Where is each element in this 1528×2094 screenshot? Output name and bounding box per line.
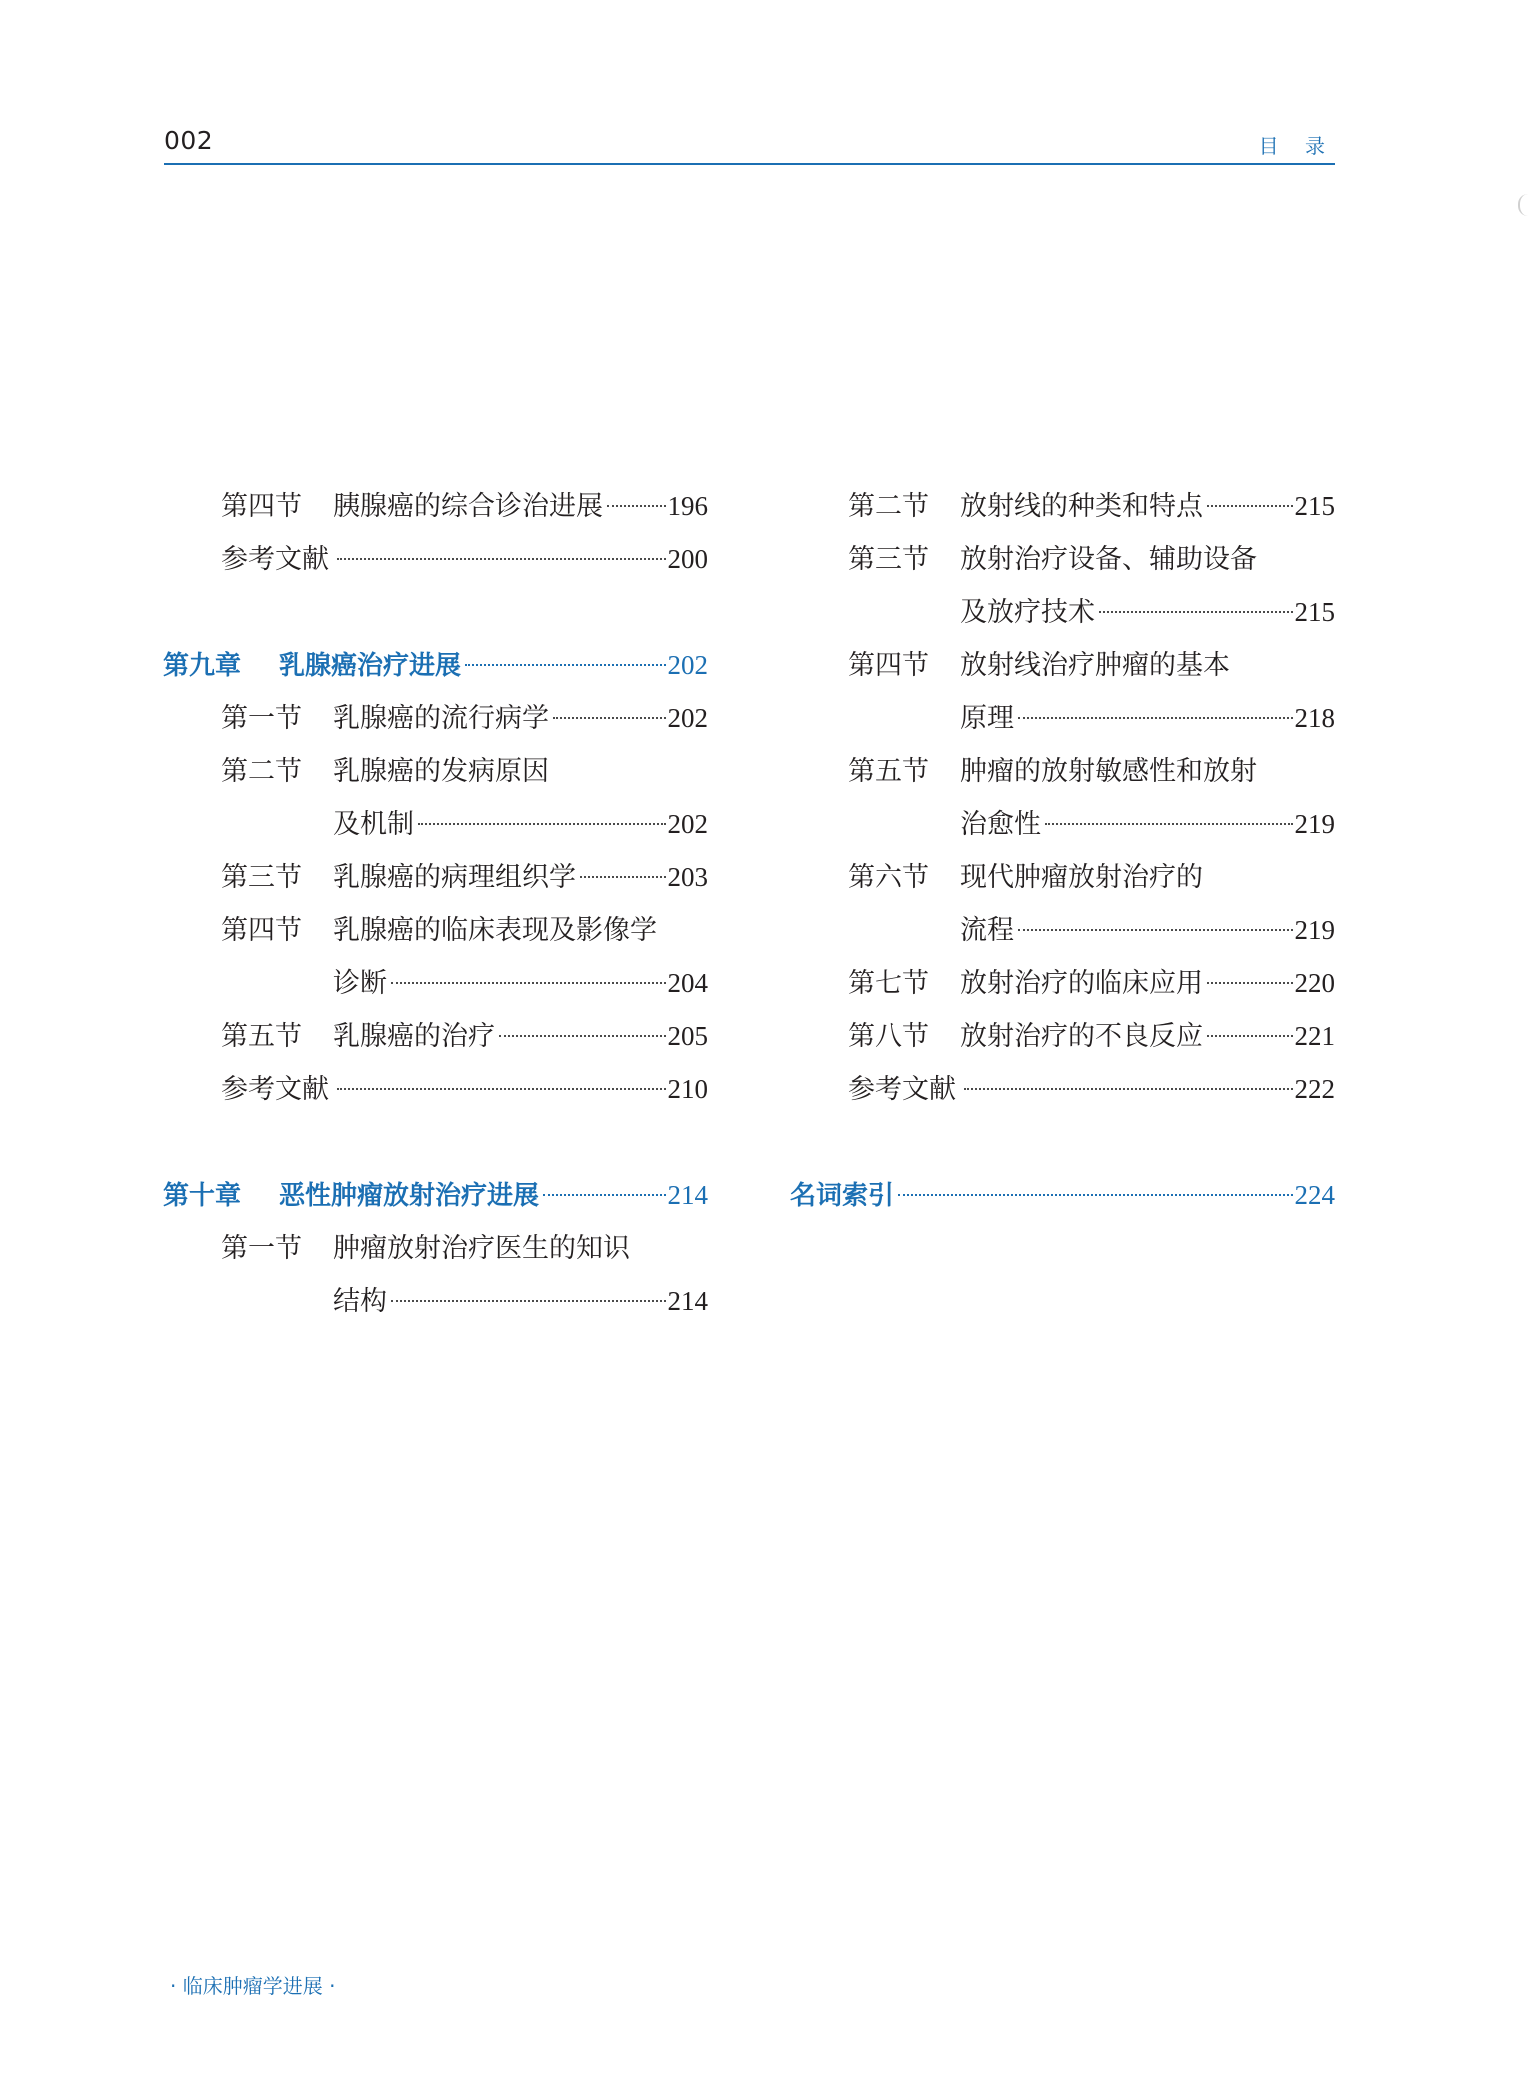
toc-page-number: 200 <box>667 544 708 574</box>
toc-entry[interactable] <box>790 480 1335 533</box>
toc-entry-title: 乳腺癌治疗进展 <box>279 651 462 681</box>
dot-leader <box>607 505 666 507</box>
toc-entry[interactable] <box>163 533 708 586</box>
toc-page-number: 215 <box>1294 597 1335 627</box>
toc-entry-title: 放射治疗的临床应用 <box>960 968 1203 999</box>
toc-entry-title: 肿瘤的放射敏感性和放射 <box>960 756 1257 787</box>
page-edge-mark <box>1518 194 1528 216</box>
toc-page-number: 205 <box>667 1021 708 1051</box>
dot-leader <box>337 1088 666 1090</box>
toc-entry-prefix: 参考文献 <box>221 544 329 575</box>
dot-leader <box>1045 823 1293 825</box>
toc-entry[interactable] <box>163 851 708 904</box>
toc-entry-prefix: 第三节 <box>848 544 929 575</box>
toc-entry[interactable] <box>163 745 708 798</box>
toc-page-number: 196 <box>667 491 708 521</box>
dot-leader <box>553 717 666 719</box>
toc-chapter-entry[interactable] <box>163 639 708 692</box>
toc-entry-title: 乳腺癌的发病原因 <box>333 756 549 787</box>
toc-entry[interactable] <box>163 1222 708 1275</box>
toc-entry[interactable] <box>790 1010 1335 1063</box>
toc-entry-title: 放射治疗的不良反应 <box>960 1021 1203 1052</box>
toc-entry[interactable] <box>163 480 708 533</box>
toc-entry-prefix: 参考文献 <box>221 1074 329 1105</box>
toc-entry-title: 原理 <box>960 703 1014 734</box>
running-header-title: 目 录 <box>1258 134 1335 158</box>
toc-left-column <box>163 480 708 1328</box>
toc-entry[interactable] <box>790 745 1335 798</box>
toc-entry-title: 乳腺癌的临床表现及影像学 <box>333 915 657 946</box>
toc-page-number: 215 <box>1294 491 1335 521</box>
dot-leader <box>1207 982 1293 984</box>
toc-entry-prefix: 第四节 <box>848 650 929 681</box>
page-number: 002 <box>164 126 214 155</box>
toc-page-number: 221 <box>1294 1021 1335 1051</box>
dot-leader <box>898 1194 1292 1196</box>
toc-entry-title: 乳腺癌的病理组织学 <box>333 862 576 893</box>
toc-entry-prefix: 第二节 <box>221 756 302 787</box>
toc-entry-prefix: 第五节 <box>848 756 929 787</box>
toc-entry[interactable] <box>163 1010 708 1063</box>
toc-page-number: 214 <box>667 1286 708 1316</box>
toc-entry[interactable] <box>163 1063 708 1116</box>
toc-entry-prefix: 第七节 <box>848 968 929 999</box>
toc-entry-prefix: 第六节 <box>848 862 929 893</box>
toc-entry-title: 现代肿瘤放射治疗的 <box>960 862 1203 893</box>
dot-leader <box>465 664 665 666</box>
toc-entry-title: 放射线治疗肿瘤的基本 <box>960 650 1230 681</box>
toc-page-number: 220 <box>1294 968 1335 998</box>
toc-entry[interactable] <box>163 904 708 957</box>
toc-entry-title: 结构 <box>333 1286 387 1317</box>
toc-entry[interactable] <box>790 851 1335 904</box>
toc-entry-title: 及机制 <box>333 809 414 840</box>
toc-entry[interactable] <box>790 533 1335 586</box>
toc-entry-prefix: 第二节 <box>848 491 929 522</box>
toc-entry-title: 流程 <box>960 915 1014 946</box>
dot-leader <box>1207 1035 1293 1037</box>
toc-entry[interactable] <box>790 586 1335 639</box>
footer-book-title: · 临床肿瘤学进展 · <box>170 1974 336 1998</box>
toc-page-number: 219 <box>1294 809 1335 839</box>
toc-entry-prefix: 参考文献 <box>848 1074 956 1105</box>
toc-entry-prefix: 第四节 <box>221 915 302 946</box>
toc-entry[interactable] <box>163 692 708 745</box>
dot-leader <box>418 823 666 825</box>
toc-entry[interactable] <box>790 1063 1335 1116</box>
toc-entry[interactable] <box>790 639 1335 692</box>
dot-leader <box>1207 505 1293 507</box>
toc-entry-prefix: 名词索引 <box>790 1181 895 1211</box>
toc-entry-prefix: 第一节 <box>221 1233 302 1264</box>
toc-entry-title: 乳腺癌的治疗 <box>333 1021 495 1052</box>
dot-leader <box>580 876 666 878</box>
toc-entry-prefix: 第五节 <box>221 1021 302 1052</box>
toc-entry[interactable] <box>790 904 1335 957</box>
toc-entry[interactable] <box>163 957 708 1010</box>
toc-entry[interactable] <box>163 798 708 851</box>
dot-leader <box>337 558 666 560</box>
toc-entry-title: 肿瘤放射治疗医生的知识 <box>333 1233 630 1264</box>
toc-entry-prefix: 第三节 <box>221 862 302 893</box>
toc-entry-prefix: 第一节 <box>221 703 302 734</box>
toc-entry-title: 胰腺癌的综合诊治进展 <box>333 491 603 522</box>
toc-entry-title: 诊断 <box>333 968 387 999</box>
header-rule <box>164 163 1335 165</box>
toc-page-number: 219 <box>1294 915 1335 945</box>
toc-page-number: 214 <box>667 1180 708 1210</box>
toc-entry-title: 放射线的种类和特点 <box>960 491 1203 522</box>
toc-page-number: 203 <box>667 862 708 892</box>
toc-entry-prefix: 第四节 <box>221 491 302 522</box>
dot-leader <box>1099 611 1293 613</box>
dot-leader <box>391 1300 666 1302</box>
toc-page-number: 218 <box>1294 703 1335 733</box>
dot-leader <box>964 1088 1293 1090</box>
dot-leader <box>543 1194 665 1196</box>
toc-entry[interactable] <box>163 1275 708 1328</box>
toc-page-number: 224 <box>1294 1180 1335 1210</box>
toc-entry-prefix: 第八节 <box>848 1021 929 1052</box>
toc-entry-title: 恶性肿瘤放射治疗进展 <box>279 1181 540 1211</box>
toc-entry[interactable] <box>790 798 1335 851</box>
toc-index-entry[interactable] <box>790 1169 1335 1222</box>
toc-entry-title: 及放疗技术 <box>960 597 1095 628</box>
toc-entry[interactable] <box>790 957 1335 1010</box>
toc-page-number: 202 <box>667 703 708 733</box>
toc-page-number: 202 <box>667 809 708 839</box>
toc-entry-title: 放射治疗设备、辅助设备 <box>960 544 1257 575</box>
toc-entry-prefix: 第十章 <box>163 1181 242 1211</box>
toc-page-number: 222 <box>1294 1074 1335 1104</box>
toc-page-number: 202 <box>667 650 708 680</box>
dot-leader <box>1018 717 1293 719</box>
toc-page-number: 204 <box>667 968 708 998</box>
toc-chapter-entry[interactable] <box>163 1169 708 1222</box>
dot-leader <box>499 1035 666 1037</box>
toc-right-column <box>790 480 1335 1222</box>
toc-page-number: 210 <box>667 1074 708 1104</box>
toc-entry-prefix: 第九章 <box>163 651 242 681</box>
toc-entry-title: 治愈性 <box>960 809 1041 840</box>
dot-leader <box>391 982 666 984</box>
dot-leader <box>1018 929 1293 931</box>
toc-entry-title: 乳腺癌的流行病学 <box>333 703 549 734</box>
toc-entry[interactable] <box>790 692 1335 745</box>
